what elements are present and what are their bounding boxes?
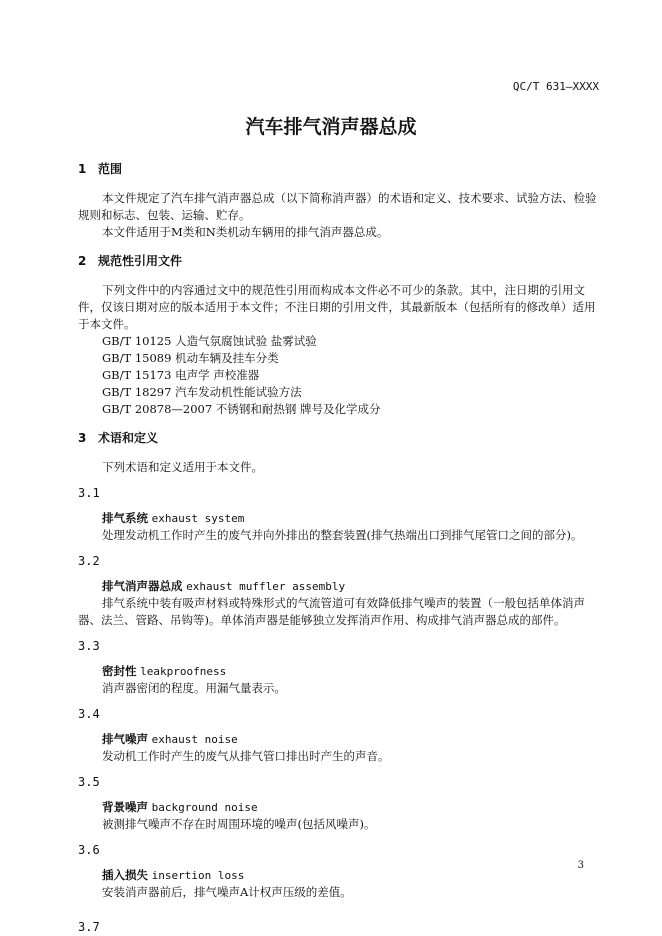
term-number: 3.6 [78, 843, 100, 857]
reference-item: GB/T 18297 汽车发动机性能试验方法 [102, 385, 302, 399]
term-definition: 排气系统中装有吸声材料或特殊形式的气流管道可有效降低排气噪声的装置（一般包括单体消声器、法兰、管路、吊钩等)。单体消声器是能够独立发挥消声作用、构成排气消声器总成的部件。 [78, 596, 585, 627]
term-definition: 安装消声器前后，排气噪声A计权声压级的差值。 [102, 885, 352, 899]
section-title: 范围 [98, 162, 123, 176]
section-heading-terms [78, 429, 606, 447]
document-body [78, 160, 606, 936]
term-chinese: 排气消声器总成 [102, 579, 183, 593]
section-title: 术语和定义 [98, 431, 159, 445]
term-chinese: 排气噪声 [102, 732, 148, 746]
term-definition: 处理发动机工作时产生的废气并向外排出的整套装置(排气热端出口到排气尾管口之间的部分)。 [102, 528, 583, 542]
term-english: insertion loss [151, 869, 245, 882]
term-entry [78, 578, 606, 595]
term-english: exhaust system [151, 512, 245, 525]
reference-item: GB/T 20878—2007 不锈钢和耐热钢 牌号及化学成分 [102, 402, 381, 416]
reference-item: GB/T 10125 人造气氛腐蚀试验 盐雾试验 [102, 334, 317, 348]
document-code: QC/T 631—XXXX [512, 80, 599, 93]
term-english: exhaust muffler assembly [186, 580, 346, 593]
reference-item: GB/T 15089 机动车辆及挂车分类 [102, 351, 279, 365]
term-entry [78, 731, 606, 748]
term-number: 3.4 [78, 707, 100, 721]
paragraph: 本文件规定了汽车排气消声器总成（以下简称消声器）的术语和定义、技术要求、试验方法、检验规则和标志、包装、运输、贮存。 [78, 191, 597, 222]
term-definition: 发动机工作时产生的废气从排气管口排出时产生的声音。 [102, 749, 390, 763]
page-number: 3 [577, 860, 584, 871]
term-english: leakproofness [140, 665, 227, 678]
term-number: 3.1 [78, 486, 100, 500]
term-number: 3.2 [78, 554, 100, 568]
term-entry [78, 663, 606, 680]
term-entry [78, 799, 606, 816]
term-chinese: 密封性 [102, 664, 137, 678]
reference-item: GB/T 15173 电声学 声校准器 [102, 368, 260, 382]
section-title: 规范性引用文件 [98, 254, 183, 268]
term-definition: 消声器密闭的程度。用漏气量表示。 [102, 681, 286, 695]
paragraph: 本文件适用于M类和N类机动车辆用的排气消声器总成。 [102, 225, 389, 239]
term-entry [78, 510, 606, 527]
term-number: 3.3 [78, 639, 100, 653]
term-number: 3.5 [78, 775, 100, 789]
term-english: background noise [151, 801, 258, 814]
paragraph: 下列术语和定义适用于本文件。 [102, 460, 263, 474]
section-heading-normative-references [78, 252, 606, 270]
term-chinese: 背景噪声 [102, 800, 148, 814]
paragraph: 下列文件中的内容通过文中的规范性引用而构成本文件必不可少的条款。其中，注日期的引用文件，仅该日期对应的版本适用于本文件；不注日期的引用文件，其最新版本（包括所有的修改单）适用于本文件。 [78, 283, 596, 331]
term-number: 3.7 [78, 920, 100, 934]
term-english: exhaust noise [151, 733, 238, 746]
term-chinese: 排气系统 [102, 511, 148, 525]
section-heading-scope [78, 160, 606, 178]
section-number: 3 [78, 431, 87, 445]
section-number: 1 [78, 162, 87, 176]
page-title: 汽车排气消声器总成 [245, 116, 417, 138]
term-chinese: 插入损失 [102, 868, 148, 882]
term-definition: 被测排气噪声不存在时周围环境的噪声(包括风噪声)。 [102, 817, 376, 831]
term-entry [78, 867, 606, 884]
section-number: 2 [78, 254, 87, 268]
